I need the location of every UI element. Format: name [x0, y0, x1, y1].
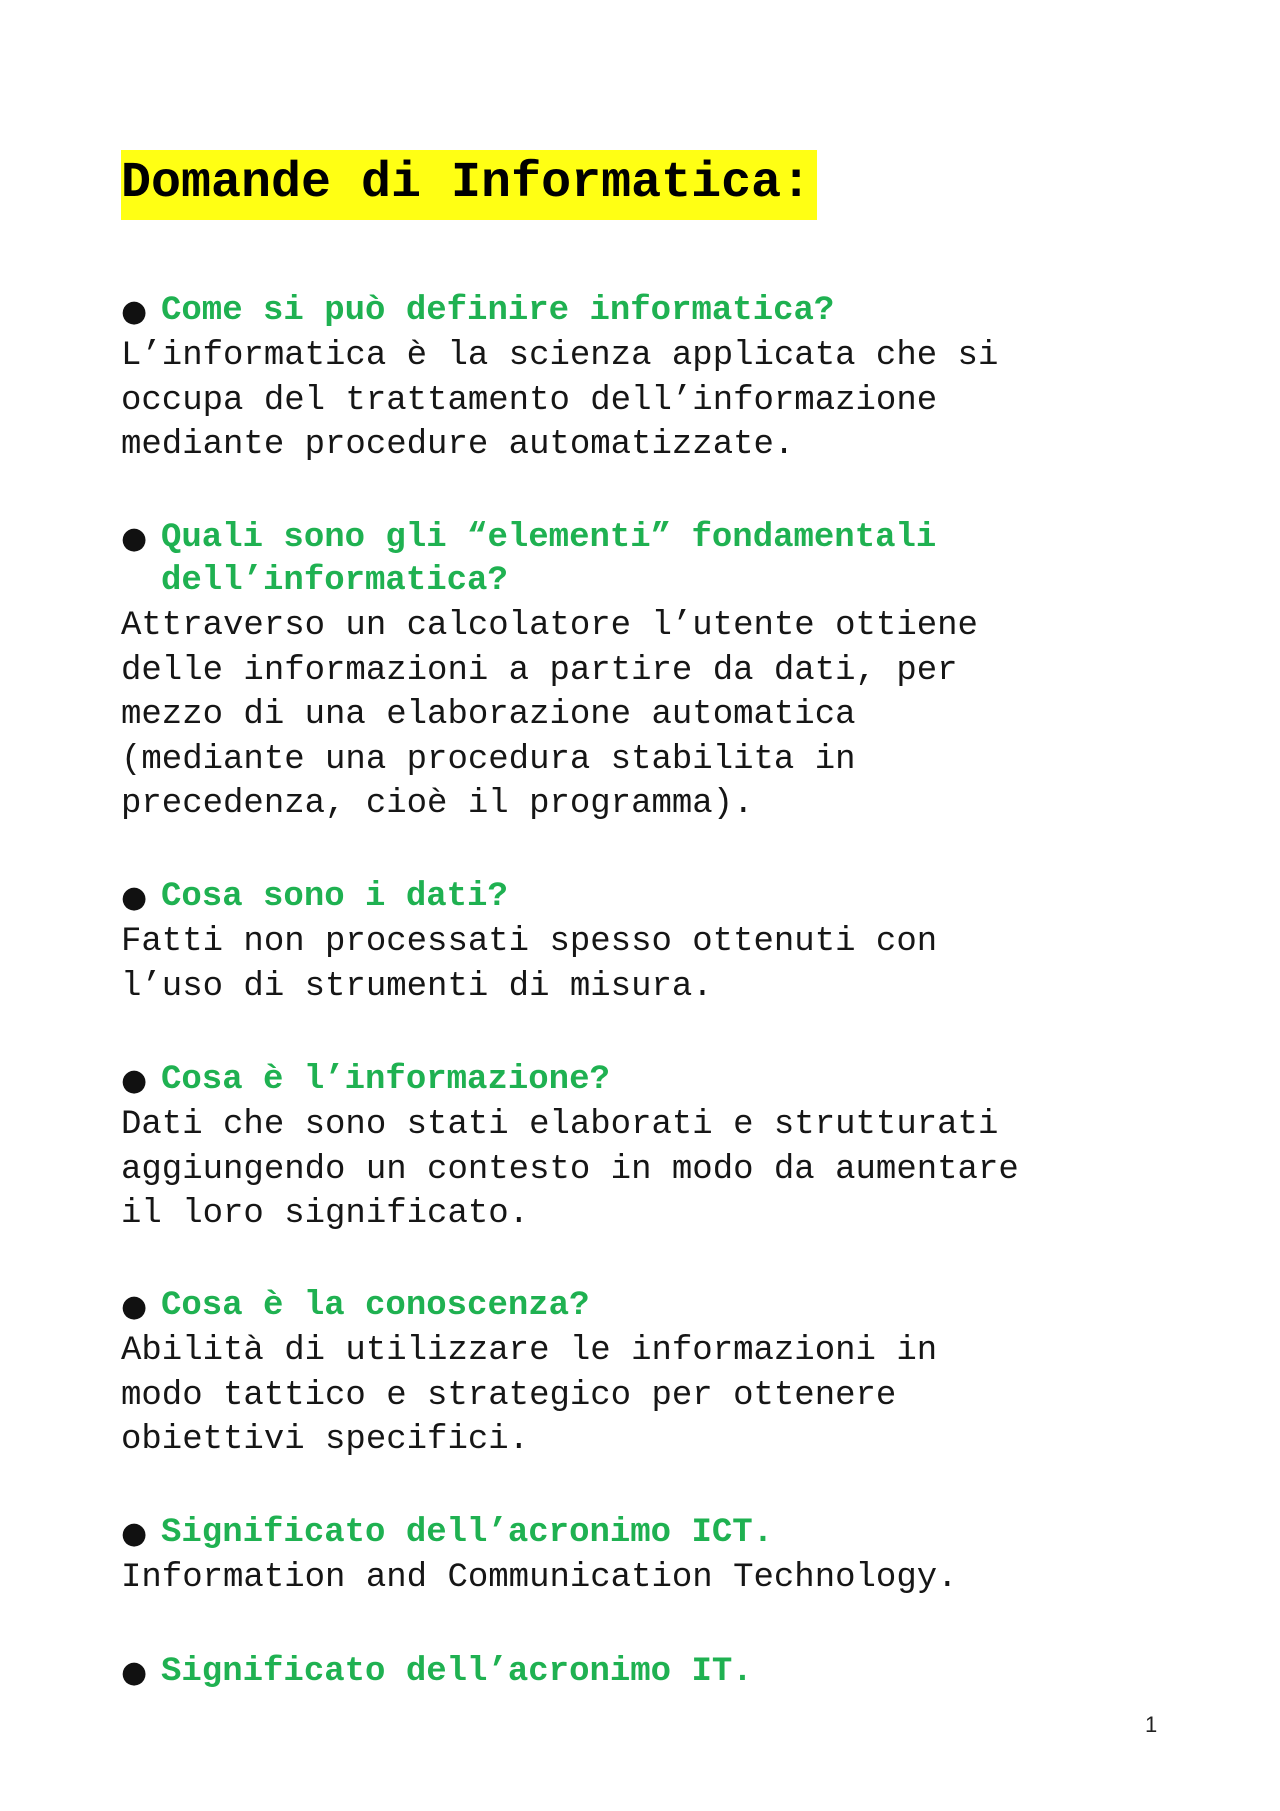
- question-text: Significato dell’acronimo IT.: [161, 1653, 753, 1691]
- answer-text: Fatti non processati spesso ottenuti con l’uso di strumenti di misura.: [121, 923, 938, 1006]
- question-text: Come si può definire informatica?: [161, 292, 835, 330]
- question-heading: [121, 1285, 1181, 1328]
- page-number: 1: [1145, 1712, 1158, 1737]
- bullet-icon: ●: [121, 1516, 148, 1551]
- question-text: Significato dell’acronimo ICT.: [161, 1514, 774, 1552]
- document-title: Domande di Informatica:: [121, 150, 817, 220]
- bullet-icon: ●: [121, 880, 148, 915]
- question-text: Cosa è l’informazione?: [161, 1061, 610, 1099]
- qa-section-definition: [121, 290, 1181, 468]
- question-text: Cosa sono i dati?: [161, 878, 508, 916]
- bullet-icon: ●: [121, 1289, 148, 1324]
- qa-section-elements: [121, 517, 1181, 827]
- answer-text: Dati che sono stati elaborati e strutturati aggiungendo un contesto in modo da aumentare il loro significato.: [121, 1106, 1019, 1233]
- qa-section-knowledge: [121, 1285, 1181, 1463]
- bullet-icon: ●: [121, 294, 148, 329]
- bullet-icon: ●: [121, 1063, 148, 1098]
- qa-section-information: [121, 1059, 1181, 1237]
- answer-text: L’informatica è la scienza applicata che si occupa del trattamento dell’informazione mediante procedure automatizzate.: [121, 337, 999, 464]
- bullet-icon: ●: [121, 1655, 148, 1690]
- question-text: Cosa è la conoscenza?: [161, 1287, 590, 1325]
- qa-section-it: [121, 1651, 1181, 1694]
- question-heading: [121, 1512, 1181, 1555]
- qa-section-data: [121, 876, 1181, 1009]
- question-heading: [121, 290, 1181, 333]
- question-heading: [121, 517, 1181, 603]
- answer-text: Attraverso un calcolatore l’utente ottiene delle informazioni a partire da dati, per mezzo di una elaborazione automatica (mediante una procedura stabilita in precedenza, cioè il programma).: [121, 607, 978, 823]
- question-text: Quali sono gli “elementi” fondamentali dell’informatica?: [161, 519, 937, 600]
- question-heading: [121, 876, 1181, 919]
- qa-section-ict: [121, 1512, 1181, 1601]
- question-heading: [121, 1651, 1181, 1694]
- question-heading: [121, 1059, 1181, 1102]
- answer-text: Abilità di utilizzare le informazioni in modo tattico e strategico per ottenere obiettivi specifici.: [121, 1332, 938, 1459]
- bullet-icon: ●: [121, 521, 148, 556]
- answer-text: Information and Communication Technology.: [121, 1559, 958, 1597]
